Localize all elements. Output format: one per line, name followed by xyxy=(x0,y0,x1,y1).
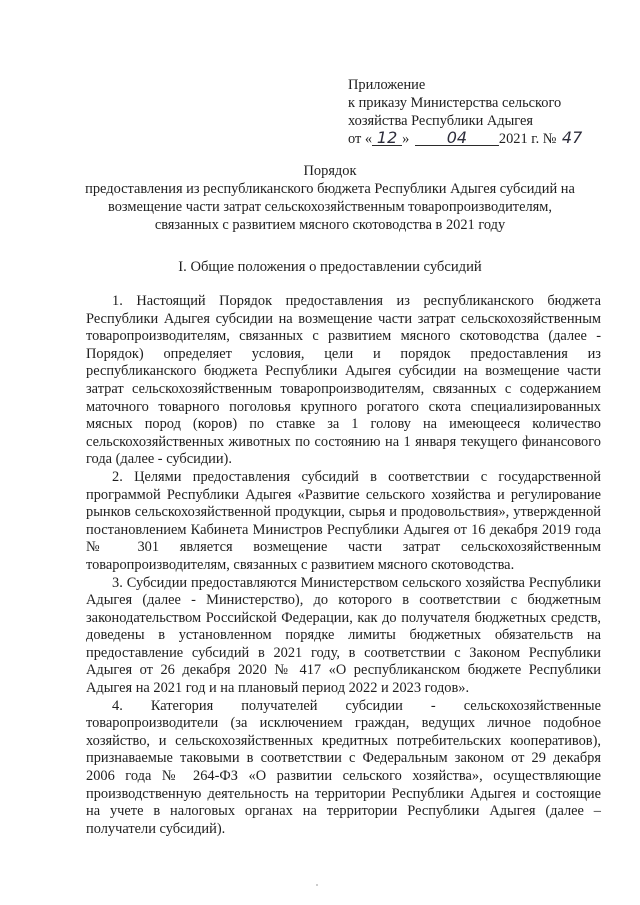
title-line-3: возмещение части затрат сельскохозяйственным товаропроизводителям, xyxy=(108,199,552,215)
paragraph-3: 3. Субсидии предоставляются Министерством сельского хозяйства Республики Адыгея (далее - Министерство), до которого в соответствии с бюджетным законодательством Российской Федерации, как до получателя бюджетных средств, доведены в установленном порядке лимиты бюджетных обязательств на предоставление субсидий в 2021 году, в соответствии с Законом Республики Адыгея от 26 декабря 2020 № 417 «О республиканском бюджете Республики Адыгея на 2021 год и на плановый период 2022 и 2023 годов». xyxy=(86,574,601,697)
appendix-title: Приложение xyxy=(348,77,426,93)
handwritten-day: 12 xyxy=(372,131,402,146)
date-quote-close: » xyxy=(402,131,410,147)
date-year: 2021 г. № xyxy=(498,131,557,147)
appendix-header xyxy=(348,76,618,148)
document-title xyxy=(60,162,600,234)
date-prefix: от « xyxy=(348,131,373,147)
title-line-2: предоставления из республиканского бюджета Республики Адыгея субсидий на xyxy=(85,181,575,197)
section-heading: I. Общие положения о предоставлении субсидий xyxy=(178,259,482,275)
body-text xyxy=(86,293,601,838)
title-line-4: связанных с развитием мясного скотоводства в 2021 году xyxy=(154,217,506,233)
handwritten-month: 04 xyxy=(415,131,499,146)
paragraph-2: 2. Целями предоставления субсидий в соответствии с государственной программой Республики Адыгея «Развитие сельского хозяйства и регулирование рынков сельскохозяйственной продукции, сырья и продовольствия», утвержденной постановлением Кабинета Министров Республики Адыгея от 16 декабря 2019 года № 301 является возмещение части затрат сельскохозяйственным товаропроизводителям, связанных с развитием мясного скотоводства. xyxy=(86,468,601,573)
paragraph-1: 1. Настоящий Порядок предоставления из республиканского бюджета Республики Адыгея субсидии на возмещение части затрат сельскохозяйственным товаропроизводителям, связанных с развитием мясного скотоводства (далее - Порядок) определяет условия, цели и порядок предоставления из республиканского бюджета Республики Адыгея субсидии на возмещение части затрат сельскохозяйственным товаропроизводителям, связанных с содержанием маточного товарного поголовья крупного рогатого скота специализированных мясных пород (коров) по ставке за 1 голову на имеющееся количество сельскохозяйственных животных по состоянию на 1 января текущего финансового года (далее - субсидии). xyxy=(86,293,601,468)
appendix-ministry: хозяйства Республики Адыгея xyxy=(348,113,534,129)
title-line-1: Порядок xyxy=(303,163,357,179)
paragraph-4: 4. Категория получателей субсидии - сельскохозяйственные товаропроизводители (за исключением граждан, ведущих личное подобное хозяйство, и сельскохозяйственных кредитных потребительских кооперативов), признаваемые таковыми в соответствии с Федеральным законом от 29 декабря 2006 года № 264-ФЗ «О развитии сельского хозяйства», осуществляющие производственную деятельность на территории Республики Адыгея и состоящие на учете в налоговых органах на территории Республики Адыгея (далее – получатели субсидий). xyxy=(86,697,601,837)
appendix-order-ref: к приказу Министерства сельского xyxy=(348,95,562,111)
handwritten-order-number: 47 xyxy=(561,128,583,147)
scan-speck xyxy=(316,884,318,886)
appendix-date-line xyxy=(348,130,618,148)
